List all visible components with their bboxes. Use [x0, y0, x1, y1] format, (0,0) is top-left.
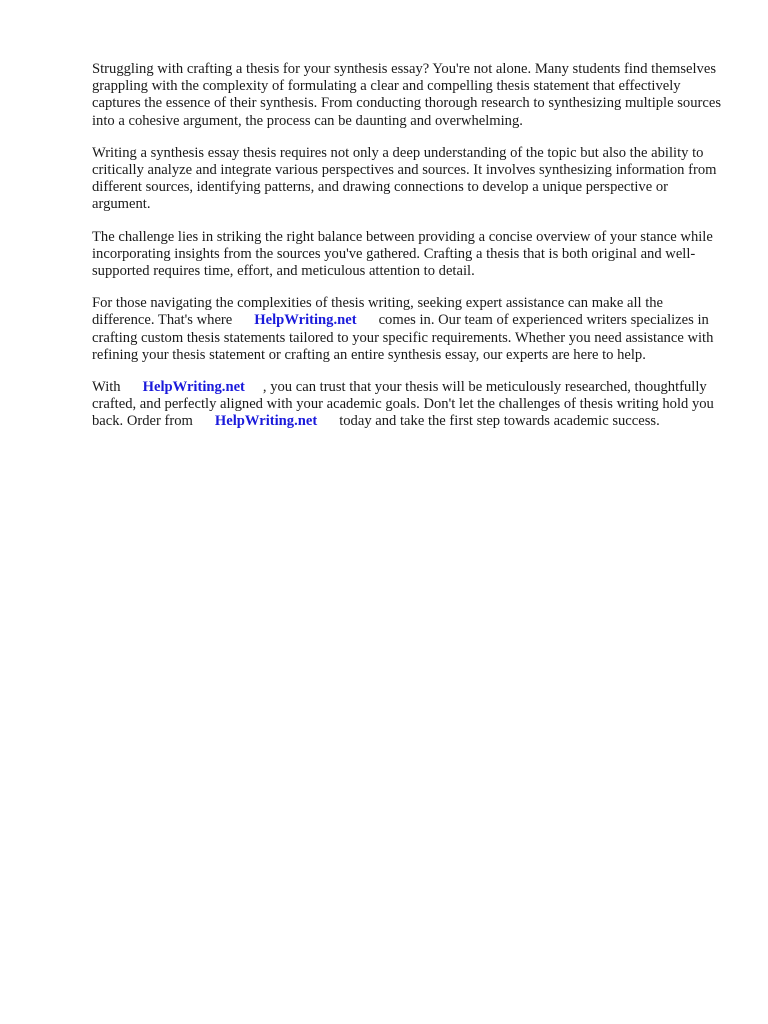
- paragraph-assistance-text-before: For those navigating the complexities of thesis writing, seeking expert assistance can make all the difference. That's where: [92, 295, 664, 329]
- paragraph-closing-text-before: With: [92, 379, 121, 396]
- paragraph-intro: Struggling with crafting a thesis for your synthesis essay? You're not alone. Many students find themselves grappling with the complexity of formulating a clear and compelling thesis statement that effectively captures the essence of their synthesis. From conducting thorough research to synthesizing multiple sources into a cohesive argument, the process can be daunting and overwhelming.: [92, 61, 721, 129]
- paragraph-challenge: The challenge lies in striking the right balance between providing a concise overview of your stance while incorporating insights from the sources you've gathered. Crafting a thesis that is both original and well-supported requires time, effort, and meticulous attention to detail.: [92, 228, 713, 280]
- paragraph-closing-text-after: today and take the first step towards academic success.: [339, 413, 660, 430]
- paragraph-closing-text-middle: , you can trust that your thesis will be meticulously researched, thoughtfully crafted, and perfectly aligned with your academic goals. Don't let the challenges of thesis writing hold you back. Order from: [92, 379, 714, 430]
- paragraph-requirements: Writing a synthesis essay thesis requires not only a deep understanding of the topic but also the ability to critically analyze and integrate various perspectives and sources. It involves synthesizing information from different sources, identifying patterns, and drawing connections to develop a unique perspective or argument.: [92, 144, 717, 213]
- helpwriting-link[interactable]: HelpWriting.net: [142, 379, 245, 396]
- helpwriting-link[interactable]: HelpWriting.net: [254, 312, 357, 329]
- paragraph-closing: [92, 379, 728, 431]
- document-body: [92, 61, 728, 446]
- paragraph-assistance: [92, 295, 728, 364]
- helpwriting-link[interactable]: HelpWriting.net: [214, 413, 318, 430]
- paragraph-assistance-text-after: comes in. Our team of experienced writers specializes in crafting custom thesis statements tailored to your specific requirements. Whether you need assistance with refining your thesis statement or crafting an entire synthesis essay, our experts are here to help.: [92, 312, 714, 363]
